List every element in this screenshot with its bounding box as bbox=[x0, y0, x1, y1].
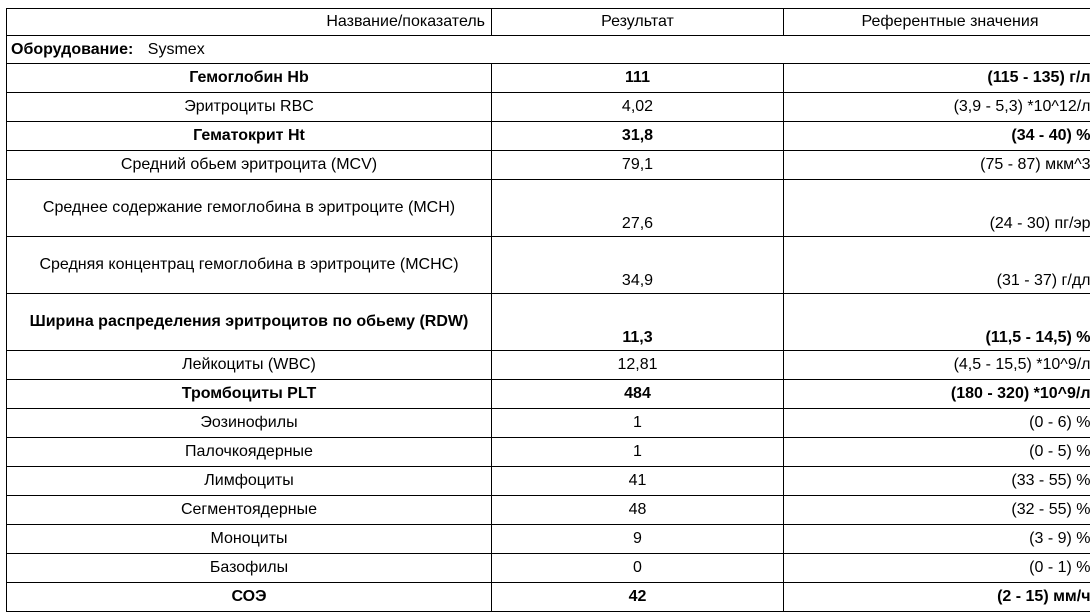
equipment-label: Оборудование: bbox=[11, 41, 133, 58]
equipment-row bbox=[7, 36, 1090, 64]
test-reference-cell: (32 - 55) % bbox=[784, 496, 1090, 525]
table-row bbox=[7, 180, 1090, 237]
test-result-cell: 0 bbox=[492, 554, 784, 583]
header-reference: Референтные значения bbox=[784, 9, 1090, 36]
test-result-cell: 42 bbox=[492, 583, 784, 612]
test-reference-cell: (0 - 6) % bbox=[784, 409, 1090, 438]
equipment-value: Sysmex bbox=[148, 41, 205, 58]
test-result-cell: 484 bbox=[492, 380, 784, 409]
test-name-cell: Эозинофилы bbox=[7, 409, 492, 438]
table-row bbox=[7, 151, 1090, 180]
equipment-cell bbox=[7, 36, 1090, 64]
test-result-cell: 9 bbox=[492, 525, 784, 554]
test-reference-cell: (2 - 15) мм/ч bbox=[784, 583, 1090, 612]
header-result: Результат bbox=[492, 9, 784, 36]
table-row bbox=[7, 93, 1090, 122]
test-reference-cell: (75 - 87) мкм^3 bbox=[784, 151, 1090, 180]
test-name-cell: Гемоглобин Hb bbox=[7, 64, 492, 93]
test-reference-cell: (3,9 - 5,3) *10^12/л bbox=[784, 93, 1090, 122]
table-row bbox=[7, 409, 1090, 438]
test-result-cell: 1 bbox=[492, 409, 784, 438]
lab-results-sheet bbox=[6, 8, 1090, 612]
table-row bbox=[7, 237, 1090, 294]
test-name-cell: Средний обьем эритроцита (MCV) bbox=[7, 151, 492, 180]
test-result-cell: 4,02 bbox=[492, 93, 784, 122]
test-reference-cell: (11,5 - 14,5) % bbox=[784, 294, 1090, 351]
header-name: Название/показатель bbox=[7, 9, 492, 36]
test-reference-cell: (3 - 9) % bbox=[784, 525, 1090, 554]
test-name-cell: Сегментоядерные bbox=[7, 496, 492, 525]
table-row bbox=[7, 351, 1090, 380]
test-result-cell: 31,8 bbox=[492, 122, 784, 151]
table-row bbox=[7, 467, 1090, 496]
table-row bbox=[7, 380, 1090, 409]
test-result-cell: 111 bbox=[492, 64, 784, 93]
test-reference-cell: (31 - 37) г/дл bbox=[784, 237, 1090, 294]
table-row bbox=[7, 438, 1090, 467]
test-name-cell: Лимфоциты bbox=[7, 467, 492, 496]
table-row bbox=[7, 554, 1090, 583]
test-name-cell: Эритроциты RBC bbox=[7, 93, 492, 122]
table-row bbox=[7, 525, 1090, 554]
table-row bbox=[7, 294, 1090, 351]
table-row bbox=[7, 122, 1090, 151]
test-name-cell: Средняя концентрац гемоглобина в эритроците (MCHC) bbox=[7, 237, 492, 294]
test-name-cell: Гематокрит Ht bbox=[7, 122, 492, 151]
test-name-cell: Палочкоядерные bbox=[7, 438, 492, 467]
test-result-cell: 79,1 bbox=[492, 151, 784, 180]
test-reference-cell: (180 - 320) *10^9/л bbox=[784, 380, 1090, 409]
test-result-cell: 12,81 bbox=[492, 351, 784, 380]
test-reference-cell: (34 - 40) % bbox=[784, 122, 1090, 151]
test-reference-cell: (115 - 135) г/л bbox=[784, 64, 1090, 93]
table-row bbox=[7, 583, 1090, 612]
test-name-cell: Базофилы bbox=[7, 554, 492, 583]
test-result-cell: 1 bbox=[492, 438, 784, 467]
test-name-cell: Среднее содержание гемоглобина в эритроците (MCH) bbox=[7, 180, 492, 237]
table-row bbox=[7, 64, 1090, 93]
table-header-row bbox=[7, 9, 1090, 36]
test-name-cell: Тромбоциты PLT bbox=[7, 380, 492, 409]
test-result-cell: 41 bbox=[492, 467, 784, 496]
test-reference-cell: (0 - 5) % bbox=[784, 438, 1090, 467]
test-result-cell: 11,3 bbox=[492, 294, 784, 351]
test-result-cell: 48 bbox=[492, 496, 784, 525]
test-name-cell: СОЭ bbox=[7, 583, 492, 612]
test-name-cell: Лейкоциты (WBC) bbox=[7, 351, 492, 380]
test-reference-cell: (0 - 1) % bbox=[784, 554, 1090, 583]
table-row bbox=[7, 496, 1090, 525]
test-name-cell: Ширина распределения эритроцитов по обьему (RDW) bbox=[7, 294, 492, 351]
test-reference-cell: (4,5 - 15,5) *10^9/л bbox=[784, 351, 1090, 380]
lab-results-table bbox=[6, 8, 1090, 612]
test-result-cell: 34,9 bbox=[492, 237, 784, 294]
test-name-cell: Моноциты bbox=[7, 525, 492, 554]
test-reference-cell: (33 - 55) % bbox=[784, 467, 1090, 496]
test-result-cell: 27,6 bbox=[492, 180, 784, 237]
test-reference-cell: (24 - 30) пг/эр bbox=[784, 180, 1090, 237]
